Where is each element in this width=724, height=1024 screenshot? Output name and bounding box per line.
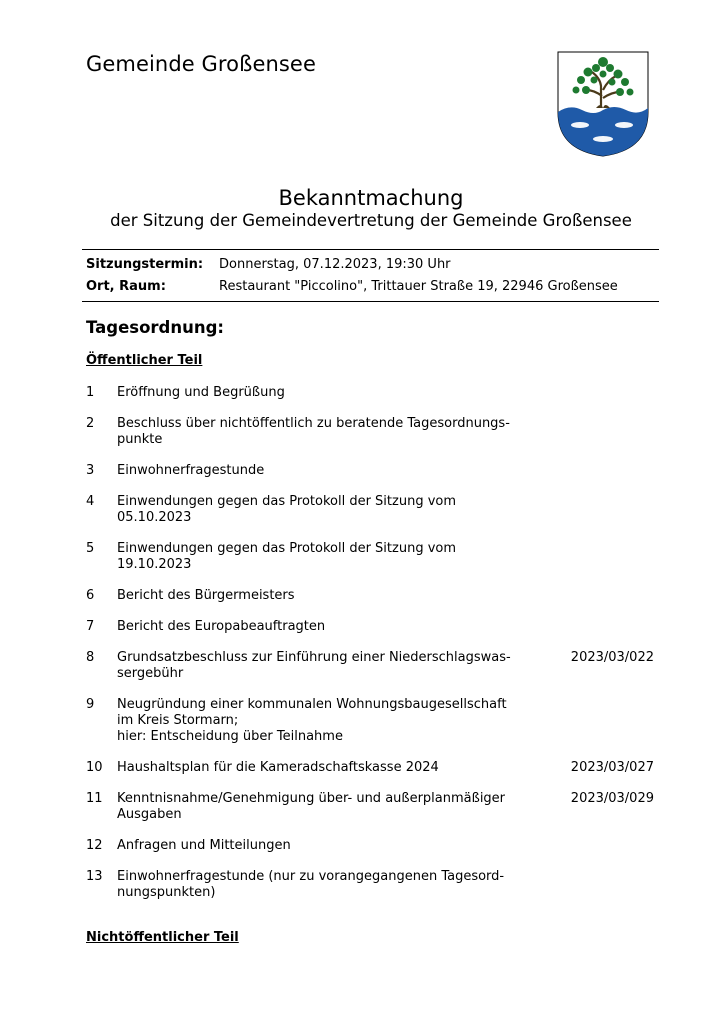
agenda-item-text: Grundsatzbeschluss zur Einführung einer Niederschlagswas- sergebühr (117, 650, 511, 681)
agenda-item (86, 494, 666, 526)
agenda-item-number: 11 (86, 791, 103, 806)
meta-label: Ort, Raum: (86, 279, 166, 294)
agenda-heading: Tagesordnung: (86, 318, 225, 337)
agenda-list (86, 385, 666, 901)
agenda-item-number: 2 (86, 416, 95, 431)
meta-label: Sitzungstermin: (86, 257, 204, 272)
agenda-item-reference (537, 838, 666, 854)
agenda-item-number: 4 (86, 494, 95, 509)
agenda-item-text: Einwohnerfragestunde (nur zu vorangegangenen Tagesord- nungspunkten) (117, 869, 505, 900)
agenda-item-number: 6 (86, 588, 95, 603)
agenda-item-reference (537, 463, 666, 479)
agenda-item-reference (537, 697, 666, 745)
agenda-item-text: Bericht des Bürgermeisters (117, 588, 295, 603)
agenda-item-text: Neugründung einer kommunalen Wohnungsbaugesellschaft im Kreis Stormarn; hier: Entscheidung über Teilnahme (117, 697, 507, 744)
meeting-date-row (82, 254, 659, 276)
coat-of-arms-icon (556, 50, 650, 158)
agenda-item (86, 869, 666, 901)
agenda-item-text: Kenntnisnahme/Genehmigung über- und außerplanmäßiger Ausgaben (117, 791, 506, 822)
public-section-heading: Öffentlicher Teil (86, 353, 203, 368)
agenda-item (86, 385, 666, 401)
agenda-item-number: 12 (86, 838, 103, 853)
agenda-item (86, 588, 666, 604)
document-title: Bekanntmachung (278, 186, 464, 210)
agenda-item-text: Einwendungen gegen das Protokoll der Sitzung vom 19.10.2023 (117, 541, 457, 572)
municipality-name: Gemeinde Großensee (86, 52, 316, 76)
agenda-item-number: 10 (86, 760, 103, 775)
agenda-item-reference: 2023/03/029 (570, 791, 654, 806)
agenda-item (86, 416, 666, 448)
agenda-item (86, 541, 666, 573)
agenda-item (86, 619, 666, 635)
agenda-item-reference (537, 588, 666, 604)
meta-value: Restaurant "Piccolino", Trittauer Straße 19, 22946 Großensee (219, 279, 618, 294)
agenda-item-number: 3 (86, 463, 95, 478)
agenda-item-number: 7 (86, 619, 95, 634)
agenda-item (86, 760, 666, 776)
agenda-item-text: Eröffnung und Begrüßung (117, 385, 285, 400)
meeting-location-row (82, 276, 659, 298)
agenda-item-reference: 2023/03/022 (570, 650, 654, 665)
agenda-item-text: Anfragen und Mitteilungen (117, 838, 291, 853)
agenda-item-number: 1 (86, 385, 95, 400)
agenda-item-reference (537, 541, 666, 573)
agenda-item-reference (537, 619, 666, 635)
agenda-item (86, 463, 666, 479)
meeting-info-table (82, 249, 659, 302)
agenda-item (86, 791, 666, 823)
agenda-item-text: Bericht des Europabeauftragten (117, 619, 326, 634)
agenda-item-number: 9 (86, 697, 95, 712)
agenda-item (86, 697, 666, 745)
agenda-item-text: Einwohnerfragestunde (117, 463, 265, 478)
agenda-item-reference (537, 385, 666, 401)
agenda-item-number: 5 (86, 541, 95, 556)
agenda-item (86, 650, 666, 682)
agenda-item-reference (537, 494, 666, 526)
document-subtitle: der Sitzung der Gemeindevertretung der Gemeinde Großensee (110, 211, 632, 230)
agenda-item-text: Einwendungen gegen das Protokoll der Sitzung vom 05.10.2023 (117, 494, 457, 525)
agenda-item-number: 13 (86, 869, 103, 884)
agenda-item-reference (537, 869, 666, 901)
agenda-item (86, 838, 666, 854)
agenda-item-reference (537, 416, 666, 448)
meta-value: Donnerstag, 07.12.2023, 19:30 Uhr (219, 257, 451, 272)
agenda-item-number: 8 (86, 650, 95, 665)
agenda-item-reference: 2023/03/027 (570, 760, 654, 775)
agenda-item-text: Beschluss über nichtöffentlich zu beratende Tagesordnungs- punkte (117, 416, 510, 447)
agenda-item-text: Haushaltsplan für die Kameradschaftskasse 2024 (117, 760, 439, 775)
nonpublic-section-heading: Nichtöffentlicher Teil (86, 930, 239, 945)
